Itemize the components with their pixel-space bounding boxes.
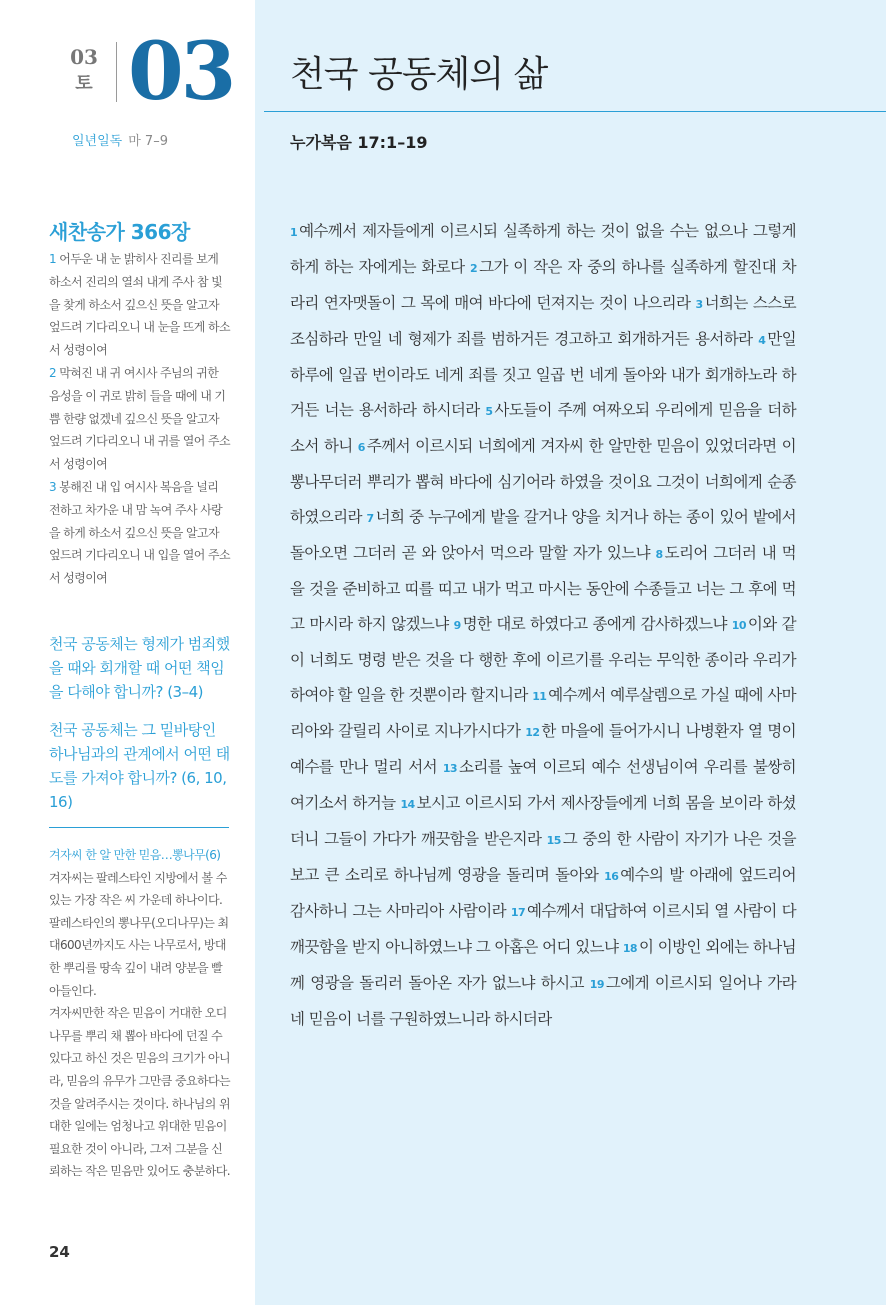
hymn-verse-text: 어두운 내 눈 밝히사 진리를 보게 하소서 진리의 열쇠 내게 주사 참 빛을 찾게 하소서 깊으신 뜻을 알고자 엎드려 기다리오니 내 눈을 뜨게 하소서 성령이여 bbox=[49, 252, 230, 358]
verse-number: 15 bbox=[546, 834, 561, 847]
verse-number: 1 bbox=[290, 226, 298, 239]
hymn-verse-number: 2 bbox=[49, 365, 57, 380]
verse-number: 2 bbox=[470, 262, 478, 275]
date-small bbox=[58, 44, 110, 98]
commentary-note bbox=[49, 844, 231, 1183]
verse-number: 16 bbox=[604, 870, 619, 883]
note-text: 겨자씨만한 작은 믿음이 거대한 오디나무를 뿌리 채 뽑아 바다에 던질 수 있다고 하신 것은 믿음의 크기가 아니라, 믿음의 유무가 그만큼 중요하다는 것을 알려주시는 것이다. 하나님의 위대한 일에는 엄청나고 위대한 믿음이 필요한 것이 아니라, 그저 그분을 신뢰하는 작은 믿음만 있어도 충분하다. bbox=[49, 1006, 230, 1179]
verse-text: 한 마을에 들어가시니 나병환자 열 명이 예수를 만나 멀리 서서 bbox=[290, 722, 796, 776]
verse-number: 13 bbox=[442, 762, 457, 775]
verse-text: 이와 같이 너희도 명령 받은 것을 다 행한 후에 이르기를 우리는 무익한 종이라 우리가 하여야 할 일을 한 것뿐이라 할지니라 bbox=[290, 615, 796, 704]
verse-number: 4 bbox=[758, 334, 766, 347]
verse-number: 12 bbox=[525, 726, 540, 739]
verse-text: 그 중의 한 사람이 자기가 나은 것을 보고 큰 소리로 하나님께 영광을 돌리며 돌아와 bbox=[290, 830, 797, 884]
verse-number: 7 bbox=[366, 512, 374, 525]
page-title: 천국 공동체의 삶 bbox=[290, 54, 548, 95]
verse-text: 예수께서 예루살렘으로 가실 때에 사마리아와 갈릴리 사이로 지나가시다가 bbox=[290, 686, 796, 740]
verse-text: 예수께서 대답하여 이르시되 열 사람이 다 깨끗함을 받지 아니하였느냐 그 아홉은 어디 있느냐 bbox=[290, 902, 796, 956]
date-day: 03 bbox=[128, 24, 234, 118]
verse-text: 명한 대로 하였다고 종에게 감사하겠느냐 bbox=[462, 615, 732, 633]
verse-number: 11 bbox=[532, 690, 547, 703]
verse-text: 예수께서 제자들에게 이르시되 실족하게 하는 것이 없을 수는 없으나 그렇게 하게 하는 자에게는 화로다 bbox=[290, 222, 796, 276]
reflection-questions bbox=[49, 632, 233, 828]
divider bbox=[49, 827, 229, 828]
hymn-verse-number: 3 bbox=[49, 479, 57, 494]
sidebar bbox=[0, 0, 255, 1305]
verse-number: 14 bbox=[400, 798, 415, 811]
verse-number: 6 bbox=[357, 441, 365, 454]
question: 천국 공동체는 형제가 범죄했을 때와 회개할 때 어떤 책임을 다해야 합니까? (3–4) bbox=[49, 635, 230, 701]
reading-label: 일년일독 bbox=[72, 134, 123, 149]
verse-text: 너희는 스스로 조심하라 만일 네 형제가 죄를 범하거든 경고하고 회개하거든 용서하라 bbox=[290, 294, 796, 348]
verse-number: 18 bbox=[622, 942, 637, 955]
hymn-verse-text: 막혀진 내 귀 여시사 주님의 귀한 음성을 이 귀로 밝히 들을 때에 내 기쁨 한량 없겠네 깊으신 뜻을 알고자 엎드려 기다리오니 내 귀를 열어 주소서 성령이여 bbox=[49, 365, 230, 472]
hymn-verse-text: 봉해진 내 입 여시사 복음을 널리 전하고 차가운 내 맘 녹여 주사 사랑을 하게 하소서 깊으신 뜻을 알고자 엎드려 기다리오니 내 입을 열어 주소서 성령이여 bbox=[49, 479, 230, 586]
yearly-reading bbox=[72, 130, 168, 149]
verse-text: 그에게 이르시되 일어나 가라 네 믿음이 너를 구원하였느니라 하시더라 bbox=[290, 974, 796, 1028]
date-month: 03 bbox=[70, 45, 98, 69]
verse-text: 도리어 그더러 내 먹을 것을 준비하고 띠를 띠고 내가 먹고 마시는 동안에 수종들고 너는 그 후에 먹고 마시라 하지 않겠느냐 bbox=[290, 544, 796, 633]
date-weekday: 토 bbox=[75, 73, 93, 94]
verse-number: 3 bbox=[695, 298, 703, 311]
verse-text: 사도들이 주께 여짜오되 우리에게 믿음을 더하소서 하니 bbox=[290, 401, 796, 455]
verse-number: 17 bbox=[510, 906, 526, 919]
note-heading: 겨자씨 한 알 만한 믿음…뽕나무(6) bbox=[49, 848, 221, 862]
verse-text: 만일 하루에 일곱 번이라도 네게 죄를 짓고 일곱 번 네게 돌아와 내가 회개하노라 하거든 너는 용서하라 하시더라 bbox=[290, 330, 796, 419]
hymn-title: 새찬송가 366장 bbox=[49, 220, 190, 244]
scripture-text bbox=[290, 214, 796, 1037]
date-divider bbox=[116, 42, 117, 102]
verse-number: 10 bbox=[731, 619, 746, 632]
verse-number: 19 bbox=[589, 978, 604, 991]
passage-reference: 누가복음 17:1–19 bbox=[290, 133, 428, 152]
page-number: 24 bbox=[49, 1243, 70, 1261]
verse-text: 보시고 이르시되 가서 제사장들에게 너희 몸을 보이라 하셨더니 그들이 가다가 깨끗함을 받은지라 bbox=[290, 794, 797, 848]
verse-text: 그가 이 작은 자 중의 하나를 실족하게 할진대 차라리 연자맷돌이 그 목에 매여 바다에 던져지는 것이 나으리라 bbox=[290, 258, 796, 312]
verse-text: 소리를 높여 이르되 예수 선생님이여 우리를 불쌍히 여기소서 하거늘 bbox=[290, 758, 797, 812]
title-divider bbox=[264, 111, 886, 112]
question: 천국 공동체는 그 밑바탕인 하나님과의 관계에서 어떤 태도를 가져야 합니까? (6, 10, 16) bbox=[49, 721, 230, 811]
verse-text: 주께서 이르시되 너희에게 겨자씨 한 알만한 믿음이 있었더라면 이 뽕나무더러 뿌리가 뽑혀 바다에 심기어라 하였을 것이요 그것이 너희에게 순종하였으리라 bbox=[290, 437, 796, 526]
verse-text: 너희 중 누구에게 밭을 갈거나 양을 치거나 하는 종이 있어 밭에서 돌아오면 그더러 곧 와 앉아서 먹으라 말할 자가 있느냐 bbox=[290, 508, 796, 562]
note-text: 겨자씨는 팔레스타인 지방에서 볼 수 있는 가장 작은 씨 가운데 하나이다. 팔레스타인의 뽕나무(오디나무)는 최대600년까지도 사는 나무로서, 방대한 뿌리를 땅속 깊이 내려 양분을 빨아들인다. bbox=[49, 870, 229, 998]
verse-number: 8 bbox=[655, 548, 663, 561]
verse-number: 5 bbox=[485, 405, 493, 418]
verse-number: 9 bbox=[453, 619, 461, 632]
hymn-verse-number: 1 bbox=[49, 252, 57, 266]
verse-text: 예수의 발 아래에 엎드리어 감사하니 그는 사마리아 사람이라 bbox=[290, 866, 796, 920]
verse-text: 이 이방인 외에는 하나님께 영광을 돌리러 돌아온 자가 없느냐 하시고 bbox=[290, 938, 796, 992]
reading-ref: 마 7–9 bbox=[128, 134, 168, 149]
hymn-lyrics bbox=[49, 248, 231, 590]
